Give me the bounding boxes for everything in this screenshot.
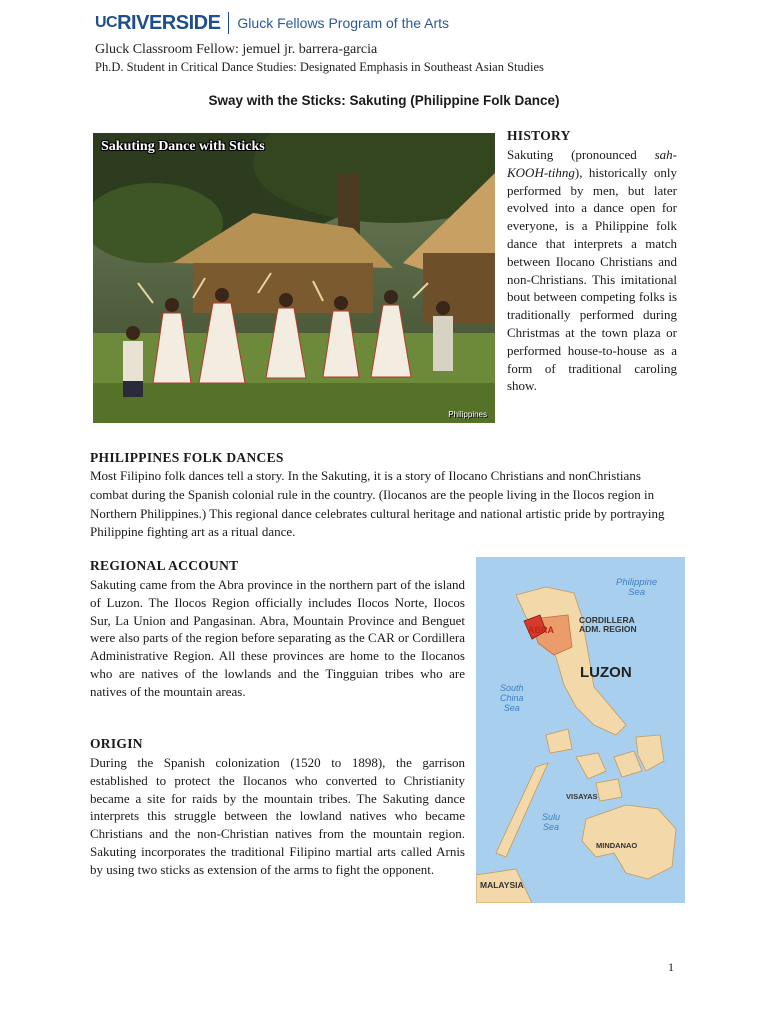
document-title: Sway with the Sticks: Sakuting (Philippine Folk Dance) — [208, 93, 560, 108]
mindanao-label: MINDANAO — [596, 841, 638, 850]
philippine-sea-label: Philippine Sea — [616, 577, 658, 599]
fellow-line: Gluck Classroom Fellow: jemuel jr. barrera-garcia — [95, 42, 378, 57]
regional-account-text: Sakuting came from the Abra province in the northern part of the island of Luzon. The Ilocos Region officially includes Ilocos Norte, Ilocos Sur, La Union and Pangasinan. Abra, Mountain Province and Benguet were also parts of the region before separating as the CAR or Cordillera Administrative Region. All these provinces are home to the Ilocanos who are natives of the lowlands and the Tingguian tribes who are natives of the mountain areas. — [90, 577, 465, 699]
page-number: 1 — [668, 960, 674, 974]
history-text — [507, 146, 677, 395]
origin-heading: ORIGIN — [90, 736, 143, 751]
sulu-sea-label: Sulu Sea — [542, 812, 561, 832]
pronunciation: sah-KOOH-tihng — [507, 147, 677, 180]
student-line: Ph.D. Student in Critical Dance Studies: Designated Emphasis in Southeast Asian Studies — [95, 60, 544, 74]
folk-dances-heading: PHILIPPINES FOLK DANCES — [90, 450, 284, 465]
history-heading: HISTORY — [507, 128, 571, 143]
history-text-a: Sakuting (pronounced — [507, 147, 655, 162]
photo-credit: Philippines — [448, 410, 487, 419]
logo-riverside: RIVERSIDE — [117, 11, 221, 34]
dance-photo — [93, 133, 495, 423]
south-china-sea-label: South China Sea — [500, 683, 524, 713]
folk-dances-section — [90, 450, 680, 542]
folk-dances-text: Most Filipino folk dances tell a story. In the Sakuting, it is a story of Ilocano Christians and nonChristians combat during the Spanish colonial rule in the country. (Ilocanos are the people living in the Ilocos region in Northern Philippines.) This regional dance celebrates cultural heritage and national artistic pride by portraying Philippine fighting art as a ritual dance. — [90, 468, 665, 540]
regional-account-heading: REGIONAL ACCOUNT — [90, 558, 239, 573]
regional-account-section — [90, 558, 465, 701]
philippines-map — [476, 557, 685, 903]
abra-label: ABRA — [528, 625, 554, 635]
logo-uc: UC — [95, 14, 118, 31]
origin-section — [90, 736, 465, 879]
visayas-label: VISAYAS — [566, 792, 598, 801]
history-text-b: ), historically only performed by men, but later evolved into a dance open for everyone, is a Philippine folk dance that interprets a match between Ilocano Christians and non-Christians. This imitational bout between competing folks is traditionally performed during Christmas at the town plaza or performed house-to-house as a form of traditional caroling show. — [507, 164, 677, 394]
luzon-label: LUZON — [580, 664, 632, 681]
letterhead — [95, 8, 555, 80]
history-section — [507, 128, 677, 395]
cordillera-label: CORDILLERA ADM. REGION — [579, 615, 637, 635]
malaysia-label: MALAYSIA — [480, 880, 524, 890]
ucr-logo — [95, 8, 555, 38]
map-illustration — [476, 557, 685, 903]
photo-caption: Sakuting Dance with Sticks — [101, 139, 265, 154]
logo-divider — [228, 12, 229, 34]
origin-text: During the Spanish colonization (1520 to 1898), the garrison established to protect the Ilocanos who converted to Christianity became a site for raids by the mountain tribes. The Sakuting dance interprets this struggle between the lowland natives who became Christians and the non-Christian natives from the mountain region. Sakuting incorporates the traditional Filipino martial arts called Arnis by using two sticks as extension of the arms to fight the opponent. — [90, 755, 465, 877]
program-name: Gluck Fellows Program of the Arts — [237, 15, 450, 31]
dance-photo-illustration — [93, 133, 495, 423]
